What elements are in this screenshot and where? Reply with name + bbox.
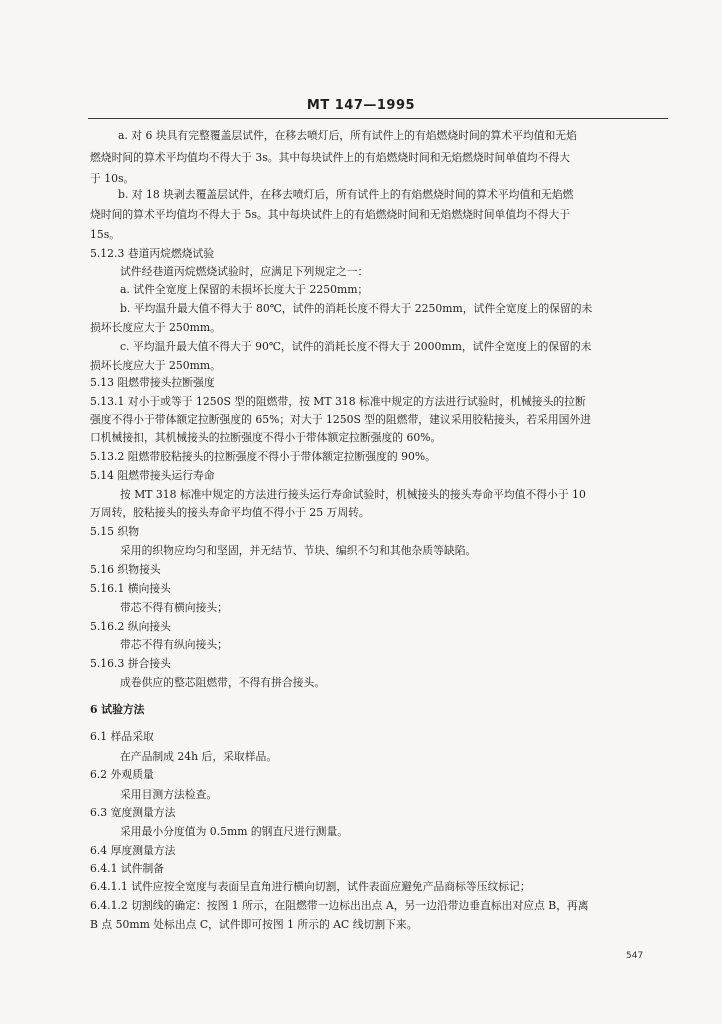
section-5-16-1-text: 带芯不得有横向接头； — [120, 601, 228, 614]
clause-a-line-1: a. 对 6 块具有完整覆盖层试件，在移去喷灯后，所有试件上的有焰燃烧时间的算术平均值和无焰 — [118, 129, 577, 142]
clause-a-line-2: 燃烧时间的算术平均值均不得大于 3s。其中每块试件上的有焰燃烧时间和无焰燃烧时间单值均不得大 — [90, 151, 571, 164]
section-5-16-1-heading: 5.16.1 横向接头 — [90, 582, 171, 595]
section-5-14-line-1: 按 MT 318 标准中规定的方法进行接头运行寿命试验时，机械接头的接头寿命平均值不得小于 10 — [120, 488, 586, 501]
section-5-16-3-text: 成卷供应的整芯阻燃带，不得有拼合接头。 — [120, 676, 326, 689]
section-5-16-3-heading: 5.16.3 拼合接头 — [90, 657, 171, 670]
section-6-2-heading: 6.2 外观质量 — [90, 768, 154, 781]
section-5-13-1-line-2: 强度不得小于带体额定拉断强度的 65%；对大于 1250S 型的阻燃带，建议采用胶粘接头，若采用国外进 — [90, 413, 592, 426]
section-6-4-1-heading: 6.4.1 试件制备 — [90, 862, 165, 875]
clause-b-line-3: 15s。 — [90, 228, 121, 241]
section-6-4-1-2-line-1: 6.4.1.2 切割线的确定：按图 1 所示，在阻燃带一边标出出点 A，另一边沿带边垂直标出对应点 B，再离 — [90, 899, 589, 912]
clause-a-line-3: 于 10s。 — [90, 172, 135, 185]
section-5-16-2-text: 带芯不得有纵向接头； — [120, 638, 228, 651]
section-6-1-text: 在产品制成 24h 后，采取样品。 — [120, 750, 278, 763]
clause-b-line-1: b. 对 18 块剥去覆盖层试件，在移去喷灯后，所有试件上的有焰燃烧时间的算术平均值和无焰燃 — [118, 188, 574, 201]
section-5-12-3-item-c-line-1: c. 平均温升最大值不得大于 90℃，试件的消耗长度不得大于 2000mm，试件全宽度上的保留的未 — [120, 340, 592, 353]
section-5-12-3-heading: 5.12.3 巷道丙烷燃烧试验 — [90, 247, 215, 260]
section-5-12-3-item-c-line-2: 损坏长度应大于 250mm。 — [90, 359, 221, 372]
section-5-13-heading: 5.13 阻燃带接头拉断强度 — [90, 376, 215, 389]
section-5-15-heading: 5.15 织物 — [90, 525, 140, 538]
section-5-13-2: 5.13.2 阻燃带胶粘接头的拉断强度不得小于带体额定拉断强度的 90%。 — [90, 450, 436, 463]
section-6-4-1-1: 6.4.1.1 试件应按全宽度与表面呈直角进行横向切割，试件表面应避免产品商标等压纹标记； — [90, 880, 531, 893]
clause-b-line-2: 烧时间的算术平均值均不得大于 5s。其中每块试件上的有焰燃烧时间和无焰燃烧时间单值均不得大于 — [90, 208, 571, 221]
page-header-title: MT 147—1995 — [306, 98, 416, 113]
section-5-16-2-heading: 5.16.2 纵向接头 — [90, 620, 171, 633]
section-5-16-heading: 5.16 织物接头 — [90, 563, 161, 576]
section-6-1-heading: 6.1 样品采取 — [90, 730, 154, 743]
section-6-heading: 6 试验方法 — [90, 703, 145, 716]
section-5-13-1-line-3: 口机械接扣，其机械接头的拉断强度不得小于带体额定拉断强度的 60%。 — [90, 431, 442, 444]
section-5-12-3-item-a: a. 试件全宽度上保留的未损坏长度大于 2250mm； — [120, 283, 369, 296]
header-divider — [88, 118, 668, 119]
section-6-3-heading: 6.3 宽度测量方法 — [90, 806, 176, 819]
section-5-13-1-line-1: 5.13.1 对小于或等于 1250S 型的阻燃带，按 MT 318 标准中规定的方法进行试验时，机械接头的拉断 — [90, 395, 586, 408]
section-6-4-heading: 6.4 厚度测量方法 — [90, 844, 176, 857]
section-5-12-3-intro: 试件经巷道丙烷燃烧试验时，应满足下列规定之一： — [120, 265, 369, 278]
section-6-4-1-2-line-2: B 点 50mm 处标出点 C，试件即可按图 1 所示的 AC 线切割下来。 — [90, 918, 418, 931]
section-5-12-3-item-b-line-1: b. 平均温升最大值不得大于 80℃，试件的消耗长度不得大于 2250mm，试件全宽度上的保留的未 — [120, 302, 593, 315]
page-number: 547 — [626, 951, 644, 961]
section-6-2-text: 采用目测方法检查。 — [120, 788, 218, 801]
section-6-3-text: 采用最小分度值为 0.5mm 的钢直尺进行测量。 — [120, 825, 349, 838]
section-5-15-text: 采用的织物应均匀和坚固，并无结节、节块、编织不匀和其他杂质等缺陷。 — [120, 544, 477, 557]
section-5-12-3-item-b-line-2: 损坏长度应大于 250mm。 — [90, 321, 221, 334]
section-5-14-line-2: 万周转，胶粘接头的接头寿命平均值不得小于 25 万周转。 — [90, 506, 370, 519]
section-5-14-heading: 5.14 阻燃带接头运行寿命 — [90, 469, 215, 482]
